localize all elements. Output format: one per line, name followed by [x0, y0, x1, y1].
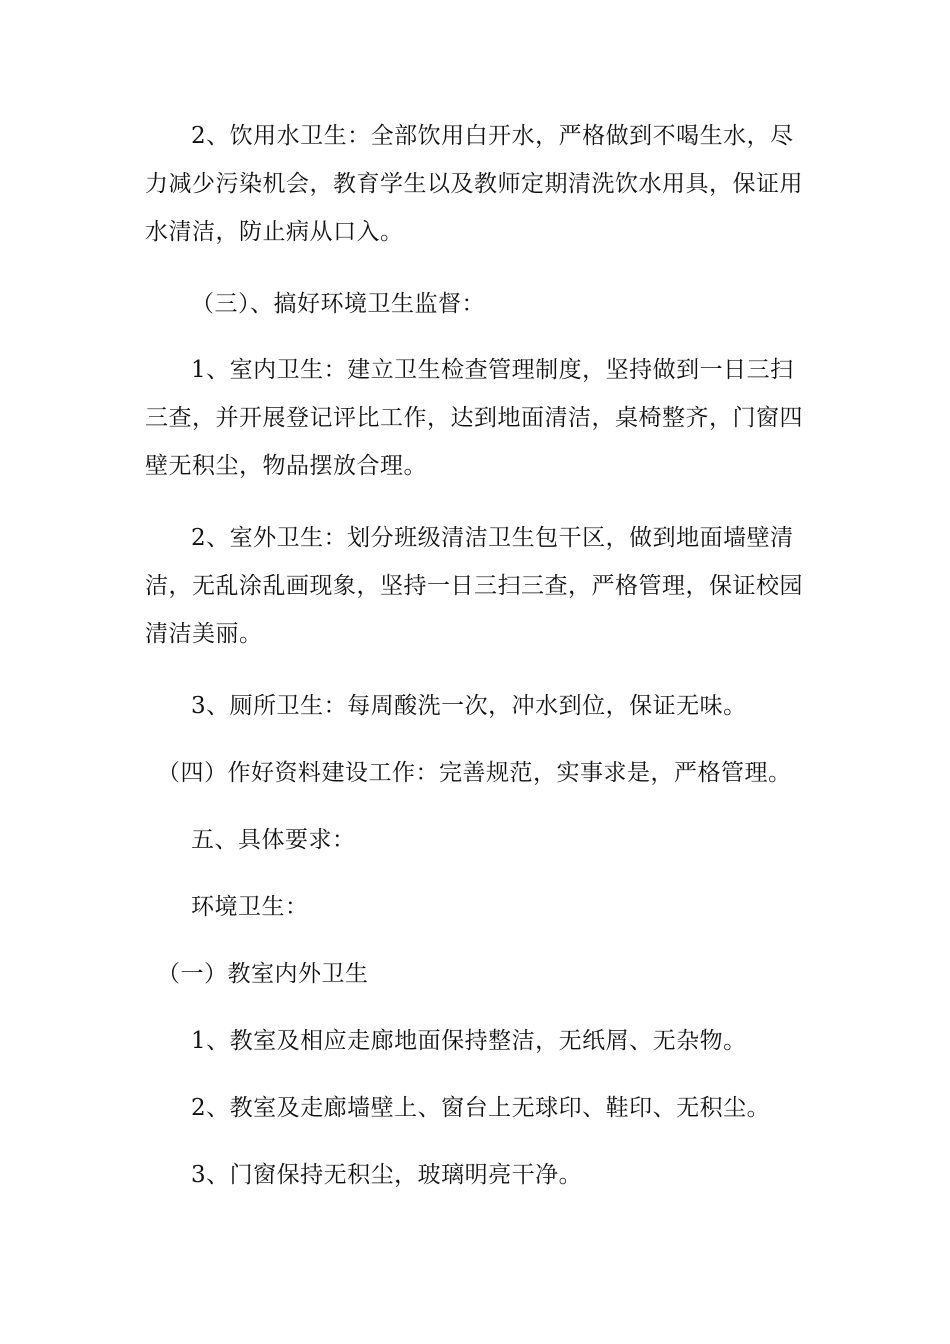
paragraph-indoor-hygiene — [145, 346, 815, 490]
text-line: （四）作好资料建设工作：完善规范，实事求是，严格管理。 — [157, 760, 792, 786]
text-line: 环境卫生： — [191, 894, 309, 920]
list-item — [145, 1017, 815, 1065]
text-line: 清洁美丽。 — [145, 621, 263, 647]
text-line: 3、门窗保持无积尘，玻璃明亮干净。 — [191, 1162, 583, 1188]
paragraph-records-work — [145, 749, 815, 797]
text-line: 水清洁，防止病从口入。 — [145, 219, 404, 245]
text-line: 2、室外卫生：划分班级清洁卫生包干区，做到地面墙壁清 — [191, 525, 794, 551]
text-line: （一）教室内外卫生 — [157, 961, 369, 987]
text-line: 1、室内卫生：建立卫生检查管理制度，坚持做到一日三扫 — [191, 357, 794, 383]
paragraph-toilet-hygiene — [145, 682, 815, 730]
text-line: 洁，无乱涂乱画现象，坚持一日三扫三查，严格管理，保证校园 — [145, 573, 803, 599]
paragraph-outdoor-hygiene — [145, 514, 815, 658]
list-item — [145, 1151, 815, 1199]
text-line: 壁无积尘，物品摆放合理。 — [145, 453, 427, 479]
text-line: （三）、搞好环境卫生监督： — [191, 291, 485, 317]
text-line: 2、教室及走廊墙壁上、窗台上无球印、鞋印、无积尘。 — [191, 1095, 771, 1121]
subheading-environment-hygiene — [145, 883, 815, 931]
list-item — [145, 1084, 815, 1132]
section-heading-environment-supervision — [145, 280, 815, 328]
text-line: 2、饮用水卫生：全部饮用白开水，严格做到不喝生水，尽 — [191, 123, 794, 149]
text-line: 三查，并开展登记评比工作，达到地面清洁，桌椅整齐，门窗四 — [145, 405, 803, 431]
text-line: 3、厕所卫生：每周酸洗一次，冲水到位，保证无味。 — [191, 693, 747, 719]
section-heading-requirements — [145, 816, 815, 864]
paragraph-drinking-water — [145, 112, 815, 256]
text-line: 力减少污染机会，教育学生以及教师定期清洗饮水用具，保证用 — [145, 171, 803, 197]
text-line: 五、具体要求： — [191, 827, 356, 853]
text-line: 1、教室及相应走廊地面保持整洁，无纸屑、无杂物。 — [191, 1028, 747, 1054]
subheading-classroom-hygiene — [145, 950, 815, 998]
